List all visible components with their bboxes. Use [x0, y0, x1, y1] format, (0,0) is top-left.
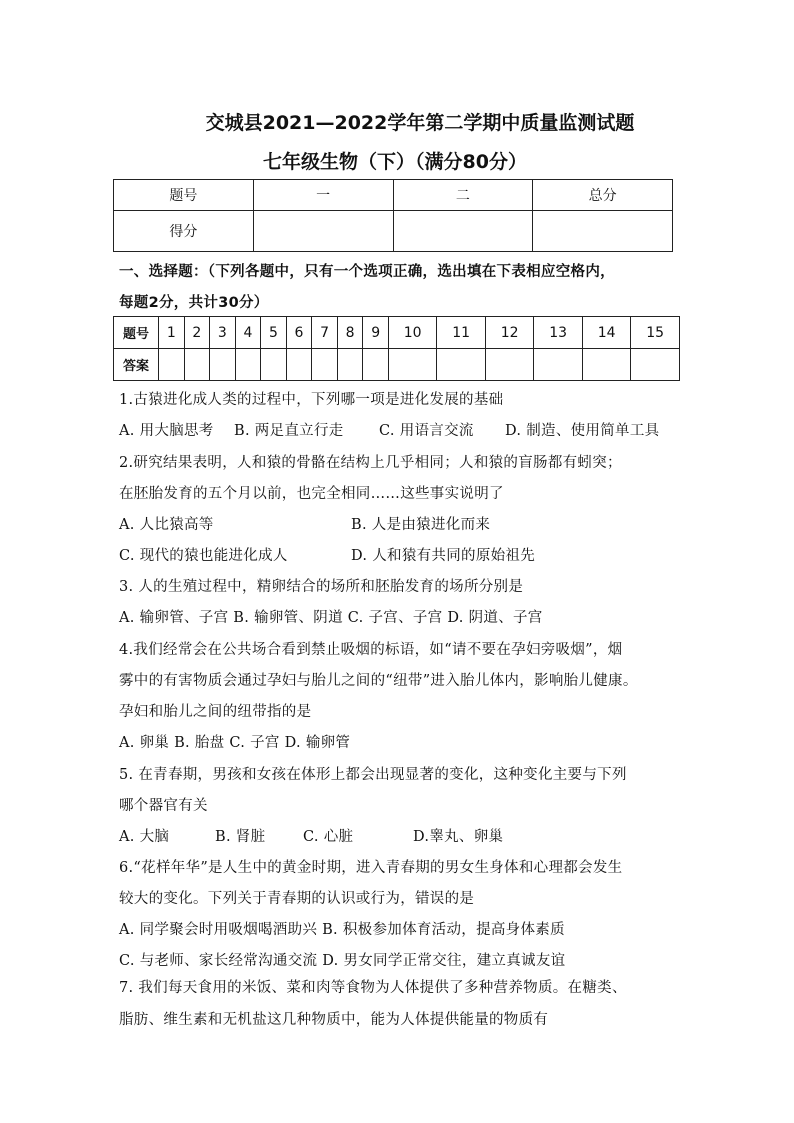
answer-number: 7 — [312, 317, 338, 349]
answer-cell[interactable] — [363, 349, 389, 381]
score-header-total: 总分 — [533, 180, 673, 211]
q5-option-b: B. 肾脏 — [215, 829, 266, 845]
answer-number: 5 — [261, 317, 287, 349]
answer-cell[interactable] — [388, 349, 436, 381]
q1-option-b: B. 两足直立行走 — [234, 423, 344, 439]
answer-cell[interactable] — [159, 349, 185, 381]
question-7-cont: 脂肪、维生素和无机盐这几种物质中，能为人体提供能量的物质有 — [119, 1012, 549, 1028]
question-6: 6.“花样年华”是人生中的黄金时期，进入青春期的男女生身体和心理都会发生 — [119, 860, 623, 876]
answer-number: 15 — [631, 317, 680, 349]
answer-cell[interactable] — [261, 349, 287, 381]
answer-cell[interactable] — [437, 349, 485, 381]
question-3: 3. 人的生殖过程中，精卵结合的场所和胚胎发育的场所分别是 — [119, 579, 524, 595]
score-table — [113, 179, 673, 252]
answer-cell[interactable] — [184, 349, 210, 381]
question-6-cont: 较大的变化。下列关于青春期的认识或行为，错误的是 — [119, 891, 475, 907]
score-header-part1: 一 — [253, 180, 393, 211]
answer-cell[interactable] — [286, 349, 312, 381]
answer-number: 13 — [534, 317, 582, 349]
answer-cell[interactable] — [631, 349, 680, 381]
score-cell[interactable] — [253, 211, 393, 252]
q1-option-c: C. 用语言交流 — [379, 423, 474, 439]
answer-cell[interactable] — [312, 349, 338, 381]
section1-heading-cont: 每题2分，共计30分） — [119, 295, 269, 311]
question-6-options-ab: A. 同学聚会时用吸烟喝酒助兴 B. 积极参加体育活动，提高身体素质 — [119, 922, 565, 938]
question-7: 7. 我们每天食用的米饭、菜和肉等食物为人体提供了多种营养物质。在糖类、 — [119, 980, 627, 996]
q2-option-b: B. 人是由猿进化而来 — [351, 517, 491, 533]
question-1: 1.古猿进化成人类的过程中，下列哪一项是进化发展的基础 — [119, 392, 504, 408]
section1-heading: 一、选择题：（下列各题中，只有一个选项正确，选出填在下表相应空格内， — [119, 264, 615, 280]
answer-cell[interactable] — [485, 349, 533, 381]
q1-option-a: A. 用大脑思考 — [119, 423, 214, 439]
answer-row-answer-label: 答案 — [114, 349, 159, 381]
answer-number: 11 — [437, 317, 485, 349]
q2-option-c: C. 现代的猿也能进化成人 — [119, 548, 288, 564]
answer-number: 4 — [235, 317, 261, 349]
answer-number: 8 — [337, 317, 363, 349]
answer-row-number-label: 题号 — [114, 317, 159, 349]
answer-number: 1 — [159, 317, 185, 349]
q2-option-a: A. 人比猿高等 — [119, 517, 214, 533]
question-2: 2.研究结果表明，人和猿的骨骼在结构上几乎相同；人和猿的盲肠都有蚓突； — [119, 455, 622, 471]
q5-option-c: C. 心脏 — [303, 829, 354, 845]
question-4-cont: 雾中的有害物质会通过孕妇与胎儿之间的“纽带”进入胎儿体内，影响胎儿健康。 — [119, 673, 638, 689]
answer-cell[interactable] — [235, 349, 261, 381]
answer-cell[interactable] — [210, 349, 236, 381]
question-3-options: A. 输卵管、子宫 B. 输卵管、阴道 C. 子宫、子宫 D. 阴道、子宫 — [119, 610, 543, 626]
question-5: 5. 在青春期，男孩和女孩在体形上都会出现显著的变化，这种变化主要与下列 — [119, 767, 627, 783]
q2-option-d: D. 人和猿有共同的原始祖先 — [351, 548, 536, 564]
exam-subtitle: 七年级生物（下）（满分80分） — [263, 151, 527, 173]
question-4: 4.我们经常会在公共场合看到禁止吸烟的标语，如“请不要在孕妇旁吸烟”，烟 — [119, 642, 623, 658]
question-5-options — [119, 825, 503, 846]
score-header-part2: 二 — [393, 180, 533, 211]
question-4-options: A. 卵巢 B. 胎盘 C. 子宫 D. 输卵管 — [119, 735, 351, 751]
answer-cell[interactable] — [582, 349, 630, 381]
score-row-label: 得分 — [114, 211, 254, 252]
question-1-options — [119, 419, 659, 440]
answer-cell[interactable] — [534, 349, 582, 381]
q5-option-d: D.睾丸、卵巢 — [413, 829, 504, 845]
answer-number: 3 — [210, 317, 236, 349]
answer-number: 14 — [582, 317, 630, 349]
question-4-cont2: 孕妇和胎儿之间的纽带指的是 — [119, 704, 312, 720]
answer-number: 12 — [485, 317, 533, 349]
answer-table — [113, 316, 680, 381]
question-5-cont: 哪个器官有关 — [119, 798, 208, 814]
answer-number: 9 — [363, 317, 389, 349]
q5-option-a: A. 大脑 — [119, 829, 170, 845]
q1-option-d: D. 制造、使用简单工具 — [505, 423, 660, 439]
score-cell[interactable] — [533, 211, 673, 252]
answer-number: 6 — [286, 317, 312, 349]
answer-number: 2 — [184, 317, 210, 349]
answer-number: 10 — [388, 317, 436, 349]
answer-cell[interactable] — [337, 349, 363, 381]
question-6-options-cd: C. 与老师、家长经常沟通交流 D. 男女同学正常交往，建立真诚友谊 — [119, 953, 566, 969]
score-cell[interactable] — [393, 211, 533, 252]
exam-title: 交城县2021—2022学年第二学期中质量监测试题 — [205, 112, 635, 134]
question-2-cont: 在胚胎发育的五个月以前，也完全相同……这些事实说明了 — [119, 486, 504, 502]
score-header-number: 题号 — [114, 180, 254, 211]
